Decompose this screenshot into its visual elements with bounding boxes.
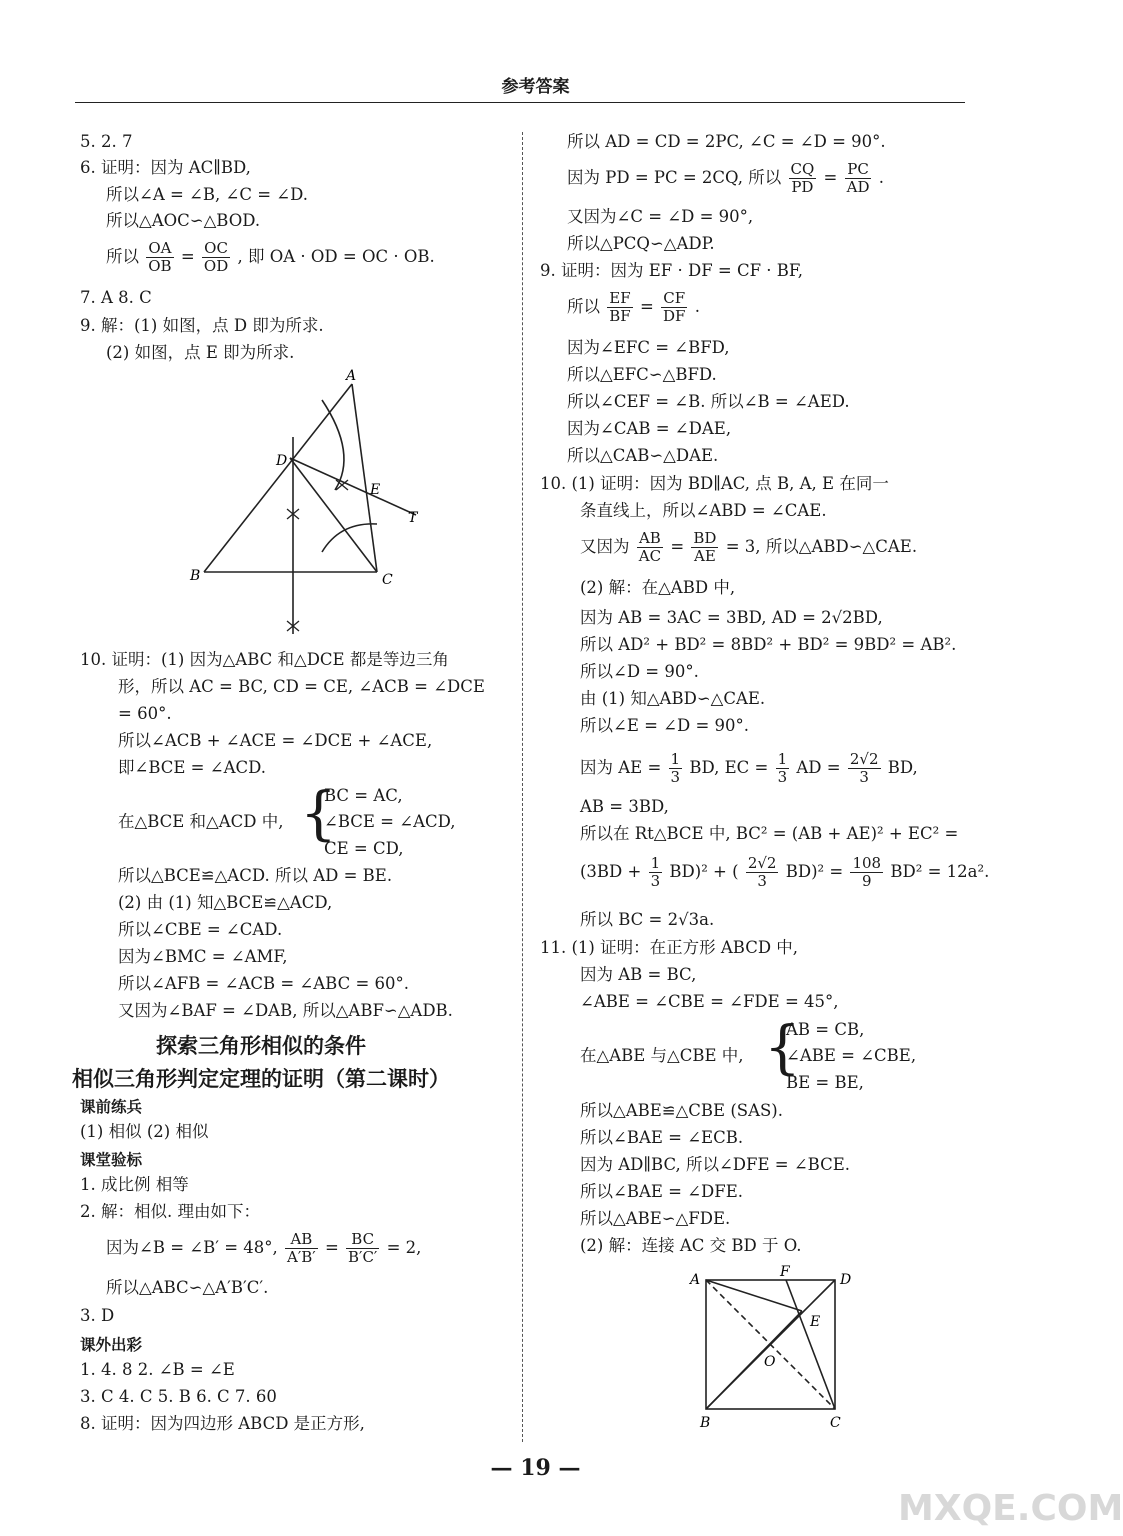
numerator: BD [693,529,717,547]
r-q11-line6: 所以∠BAE = ∠ECB. [580,1128,744,1147]
answer-10-line1: 10. 证明：(1) 因为△ABC 和△DCE 都是等边三角 [80,650,449,669]
fraction-ab [285,1231,318,1266]
r-q11-line3: ∠ABE = ∠CBE = ∠FDE = 45°, [580,992,839,1011]
answer-10-line7: 所以△BCE≌△ACD. 所以 AD = BE. [118,866,393,885]
answer-10-line4: 所以∠ACB + ∠ACE = ∠DCE + ∠ACE, [118,731,433,750]
answer-6-line3: 所以△AOC∽△BOD. [106,211,261,230]
text: BD)² = [785,862,844,881]
fraction-pc-ad [845,161,872,196]
numerator: CF [661,290,687,308]
r-q9-line3: 因为∠EFC = ∠BFD, [567,338,730,357]
text: AD = [796,758,841,777]
numerator: 108 [852,854,882,872]
heading-pre-class: 课前练兵 [80,1098,143,1116]
answer-10-line11: 所以∠AFB = ∠ACB = ∠ABC = 60°. [118,974,410,993]
equals: = [639,297,654,316]
fraction-oa-ob [146,240,173,275]
r-q10-line8: 由 (1) 知△ABD∽△CAE. [580,689,766,708]
r-q10-line11: AB = 3BD, [580,797,669,816]
pre-class-answers: (1) 相似 (2) 相似 [80,1122,209,1141]
in-class-3: 3. D [80,1306,115,1325]
extra-8: 8. 证明：因为四边形 ABCD 是正方形, [80,1414,365,1433]
numerator: OA [146,240,173,258]
text: (3BD + [580,862,642,881]
r-q11-line4: 在△ABE 与△CBE 中, [580,1046,744,1065]
text: = 3, 所以△ABD∽△CAE. [725,537,918,556]
r-q11-line8: 所以∠BAE = ∠DFE. [580,1182,744,1201]
answer-10-line6: 在△BCE 和△ACD 中, [118,812,284,831]
r-q11-line2: 因为 AB = BC, [580,965,697,984]
text: 所以 [106,247,139,266]
fraction-one-third [649,855,663,890]
section-title: 探索三角形相似的条件 [156,1034,366,1058]
point-label-d: D [276,453,288,469]
system-eq3: CE = CD, [324,839,404,858]
answer-10-line12: 又因为∠BAF = ∠DAB, 所以△ABF∽△ADB. [118,1001,453,1020]
extra-3-7: 3. C 4. C 5. B 6. C 7. 60 [80,1387,277,1406]
text: BD, EC = [689,758,769,777]
r-line1: 所以 AD = CD = 2PC, ∠C = ∠D = 90°. [567,132,886,151]
text: 因为 PD = PC = 2CQ, 所以 [567,168,782,187]
answer-9-line1: 9. 解：(1) 如图，点 D 即为所求. [80,316,324,335]
square-figure [680,1262,870,1437]
column-divider [522,132,523,1442]
equals: = [670,537,685,556]
text: . [694,297,700,316]
point-label-o: O [764,1354,776,1370]
answer-10-line8: (2) 由 (1) 知△BCE≌△ACD, [118,893,333,912]
heading-in-class: 课堂验标 [80,1151,143,1169]
numerator: 1 [777,750,788,768]
fraction-bd-ae [691,530,718,565]
denominator: AD [846,178,870,196]
extra-1-2: 1. 4. 8 2. ∠B = ∠E [80,1360,235,1379]
system-eq1: BC = AC, [324,786,403,805]
text: . [878,168,884,187]
numerator: AB [637,530,663,548]
r-q9-line4: 所以△EFC∽△BFD. [567,365,717,384]
denominator: 3 [650,872,661,890]
answer-10-line3: = 60°. [118,704,172,723]
denominator: OB [148,257,172,275]
equals: = [180,247,195,266]
denominator: AE [694,547,716,565]
in-class-2-line3: 所以△ABC∽△A′B′C′. [106,1278,269,1297]
numerator: PC [845,161,872,179]
text: BD)² + ( [669,862,739,881]
answer-10-line9: 所以∠CBE = ∠CAD. [118,920,283,939]
denominator: DF [663,307,686,325]
text: = 2, [386,1238,422,1257]
denominator: 9 [862,872,872,890]
numerator: AB [285,1231,318,1249]
heading-extra: 课外出彩 [80,1336,143,1354]
fraction-2root2-third [746,855,779,890]
system-eq3: BE = BE, [786,1073,864,1092]
denominator: AC [638,547,662,565]
point-label-b: B [700,1415,711,1431]
equals: = [324,1238,339,1257]
equals: = [823,168,838,187]
r-line3: 又因为∠C = ∠D = 90°, [567,207,754,226]
r-q11-line7: 因为 AD∥BC, 所以∠DFE = ∠BCE. [580,1155,851,1174]
point-label-c: C [382,572,393,588]
numerator: 2√2 [849,750,879,768]
r-q10-line10 [580,748,918,788]
r-q10-line12: 所以在 Rt△BCE 中, BC² = (AB + AE)² + EC² = [580,824,959,843]
fraction-bc [346,1231,379,1266]
system-eq2: ∠ABE = ∠CBE, [786,1046,917,1065]
point-label-e: E [810,1314,821,1330]
r-q10-line14: 所以 BC = 2√3a. [580,910,715,929]
point-label-f: F [780,1264,790,1280]
r-line2 [567,158,884,198]
numerator: 2√2 [747,854,777,872]
r-q10-line13 [580,852,989,892]
r-q10-line9: 所以∠E = ∠D = 90°. [580,716,750,735]
r-q11-line10: (2) 解：连接 AC 交 BD 于 O. [580,1236,802,1255]
point-label-e: E [370,482,381,498]
denominator: 3 [777,768,788,786]
fraction-cf-df [661,290,687,325]
r-q11-line1: 11. (1) 证明：在正方形 ABCD 中, [540,938,799,957]
triangle-construction-figure [180,362,440,642]
fraction-2root2-third [848,751,881,786]
denominator: BF [609,307,631,325]
text: 又因为 [580,537,630,556]
answer-7-8: 7. A 8. C [80,288,152,307]
system-brace: { [300,779,337,847]
answer-6-line4 [106,238,435,276]
r-q11-line5: 所以△ABE≌△CBE (SAS). [580,1101,783,1120]
section-subtitle: 相似三角形判定定理的证明（第二课时） [72,1067,450,1091]
text: BD, [887,758,918,777]
in-class-2-line2 [106,1228,421,1268]
fraction-one-third [669,751,683,786]
r-q10-line2: 条直线上，所以∠ABD = ∠CAE. [580,501,827,520]
fraction-ef-bf [607,290,632,325]
denominator: A′B′ [287,1248,316,1266]
fraction-cq-pd [789,161,817,196]
answer-5: 5. 2. 7 [80,132,133,151]
answer-10-line10: 因为∠BMC = ∠AMF, [118,947,288,966]
answer-10-line5: 即∠BCE = ∠ACD. [118,758,266,777]
fraction-ab-ac [637,530,663,565]
r-q10-line5: 因为 AB = 3AC = 3BD, AD = 2√2BD, [580,608,883,627]
r-q9-line5: 所以∠CEF = ∠B. 所以∠B = ∠AED. [567,392,850,411]
denominator: B′C′ [348,1248,378,1266]
watermark-logo: MXQE.COM [898,1488,1123,1529]
text: BD² = 12a². [890,862,990,881]
point-label-a: A [346,368,357,384]
numerator: CQ [790,160,815,178]
answer-10-line2: 形，所以 AC = BC, CD = CE, ∠ACB = ∠DCE [118,677,485,696]
system-eq2: ∠BCE = ∠ACD, [324,812,456,831]
r-q9-line6: 因为∠CAB = ∠DAE, [567,419,732,438]
r-q9-line7: 所以△CAB∽△DAE. [567,446,719,465]
header-rule [75,102,965,103]
point-label-b: B [190,568,201,584]
fraction-one-third [776,751,790,786]
denominator: 3 [757,872,767,890]
denominator: OD [203,257,229,275]
r-q9-line1: 9. 证明：因为 EF · DF = CF · BF, [540,261,804,280]
point-label-d: D [840,1272,852,1288]
text: 因为 AE = [580,758,662,777]
denominator: PD [791,178,814,196]
text: 所以 [567,297,600,316]
r-line4: 所以△PCQ∽△ADP. [567,234,715,253]
text: 因为∠B = ∠B′ = 48°, [106,1238,278,1257]
text: , 即 OA · OD = OC · OB. [237,247,435,266]
numerator: OC [202,240,230,258]
system-brace: { [764,1013,801,1081]
page-header: 参考答案 [501,77,570,97]
numerator: BC [346,1231,379,1249]
r-q10-line7: 所以∠D = 90°. [580,662,699,681]
denominator: 3 [859,768,869,786]
fraction-oc-od [202,240,230,275]
answer-9-line2: (2) 如图，点 E 即为所求. [106,343,295,362]
r-q11-line9: 所以△ABE∽△FDE. [580,1209,731,1228]
r-q10-line1: 10. (1) 证明：因为 BD∥AC, 点 B, A, E 在同一 [540,474,889,493]
in-class-1: 1. 成比例 相等 [80,1175,189,1194]
point-label-t: T [408,510,418,526]
r-q9-line2 [567,287,700,327]
denominator: 3 [670,768,681,786]
numerator: 1 [670,750,681,768]
page-number: — 19 — [490,1455,581,1481]
fraction-108-9 [850,855,883,890]
r-q10-line4: (2) 解：在△ABD 中, [580,578,736,597]
r-q10-line6: 所以 AD² + BD² = 8BD² + BD² = 9BD² = AB². [580,635,957,654]
system-eq1: AB = CB, [786,1020,865,1039]
numerator: EF [607,290,632,308]
answer-6-line2: 所以∠A = ∠B, ∠C = ∠D. [106,185,308,204]
answer-6-line1: 6. 证明：因为 AC∥BD, [80,158,251,177]
numerator: 1 [650,854,661,872]
in-class-2: 2. 解：相似. 理由如下： [80,1202,260,1221]
point-label-c: C [830,1415,841,1431]
r-q10-line3 [580,527,917,567]
point-label-a: A [690,1272,701,1288]
